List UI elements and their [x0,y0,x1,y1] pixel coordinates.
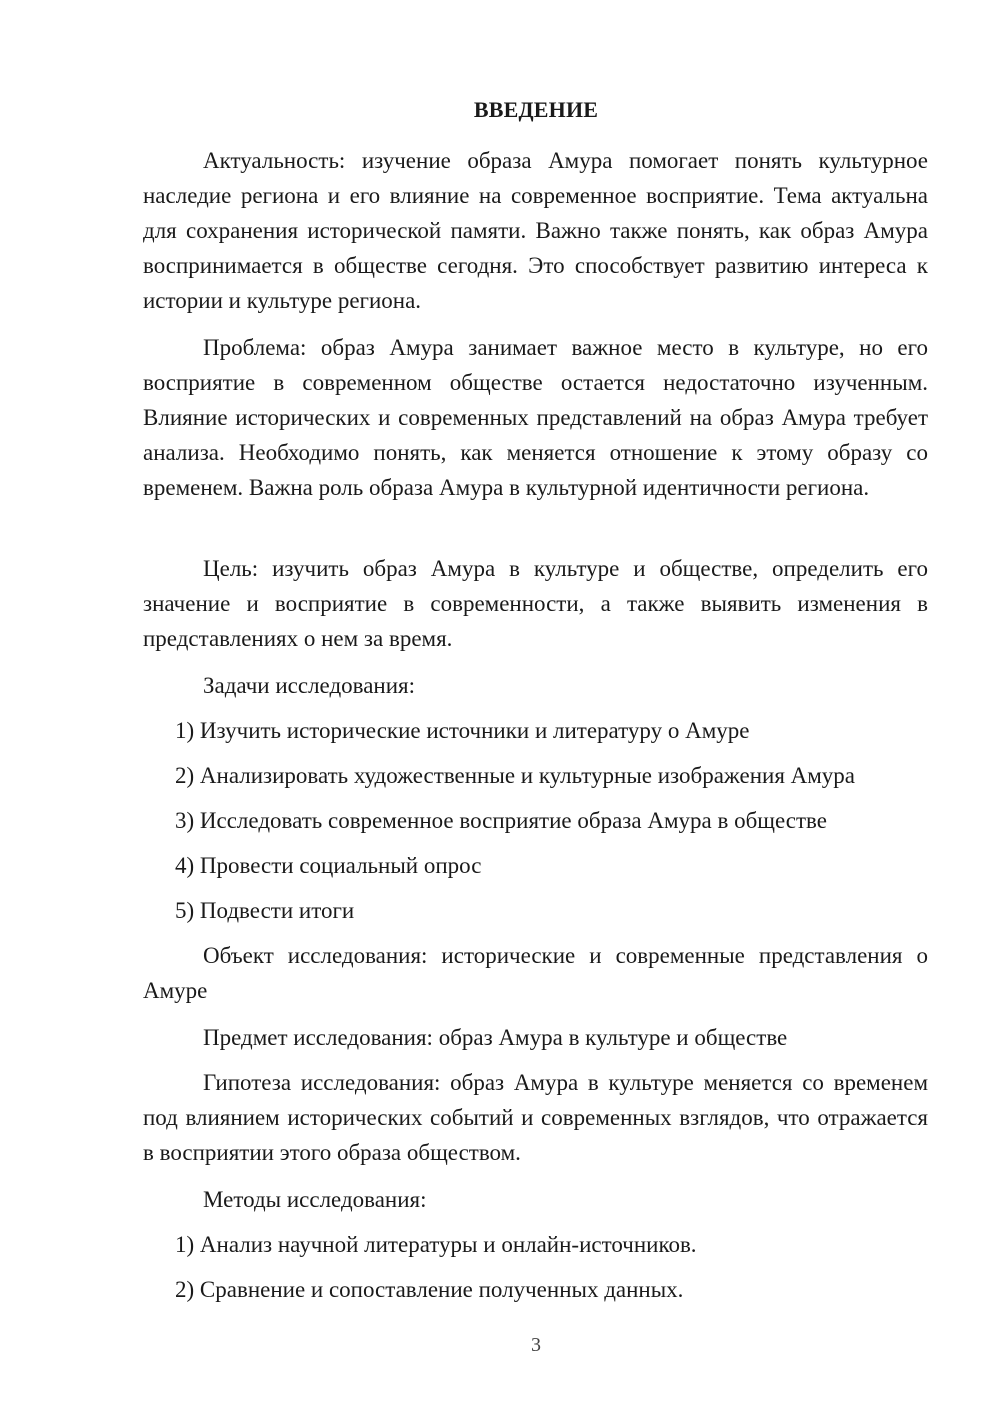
problem-paragraph: Проблема: образ Амура занимает важное место в культуре, но его восприятие в современном обществе остается недостаточно изученным. Влияние исторических и современных представлений на образ Амура требует анализа. Необходимо понять, как меняется отношение к этому образу со временем. Важна роль образа Амура в культурной идентичности региона. [143,335,928,500]
hypothesis-paragraph: Гипотеза исследования: образ Амура в культуре меняется со временем под влиянием исторических событий и современных взглядов, что отражается в восприятии этого образа обществом. [143,1070,928,1165]
list-item: 3) Исследовать современное восприятие образа Амура в обществе [175,808,827,833]
list-item: 1) Анализ научной литературы и онлайн-источников. [175,1232,697,1257]
goal-paragraph: Цель: изучить образ Амура в культуре и обществе, определить его значение и восприятие в современности, а также выявить изменения в представлениях о нем за время. [143,556,928,651]
methods-heading: Методы исследования: [203,1187,427,1212]
object-paragraph: Объект исследования: исторические и современные представления о Амуре [143,943,928,1003]
list-item: 2) Сравнение и сопоставление полученных данных. [175,1277,684,1302]
relevance-paragraph: Актуальность: изучение образа Амура помогает понять культурное наследие региона и его влияние на современное восприятие. Тема актуальна для сохранения исторической памяти. Важно также понять, как образ Амура воспринимается в обществе сегодня. Это способствует развитию интереса к истории и культуре региона. [143,148,928,313]
page-title: ВВЕДЕНИЕ [473,97,599,122]
subject-paragraph: Предмет исследования: образ Амура в культуре и обществе [203,1025,788,1050]
list-item: 1) Изучить исторические источники и литературу о Амуре [175,718,750,743]
page-number: 3 [531,1334,541,1356]
list-item: 2) Анализировать художественные и культурные изображения Амура [175,763,856,788]
list-item: 4) Провести социальный опрос [175,853,482,878]
list-item: 5) Подвести итоги [175,898,355,923]
tasks-heading: Задачи исследования: [203,673,416,698]
